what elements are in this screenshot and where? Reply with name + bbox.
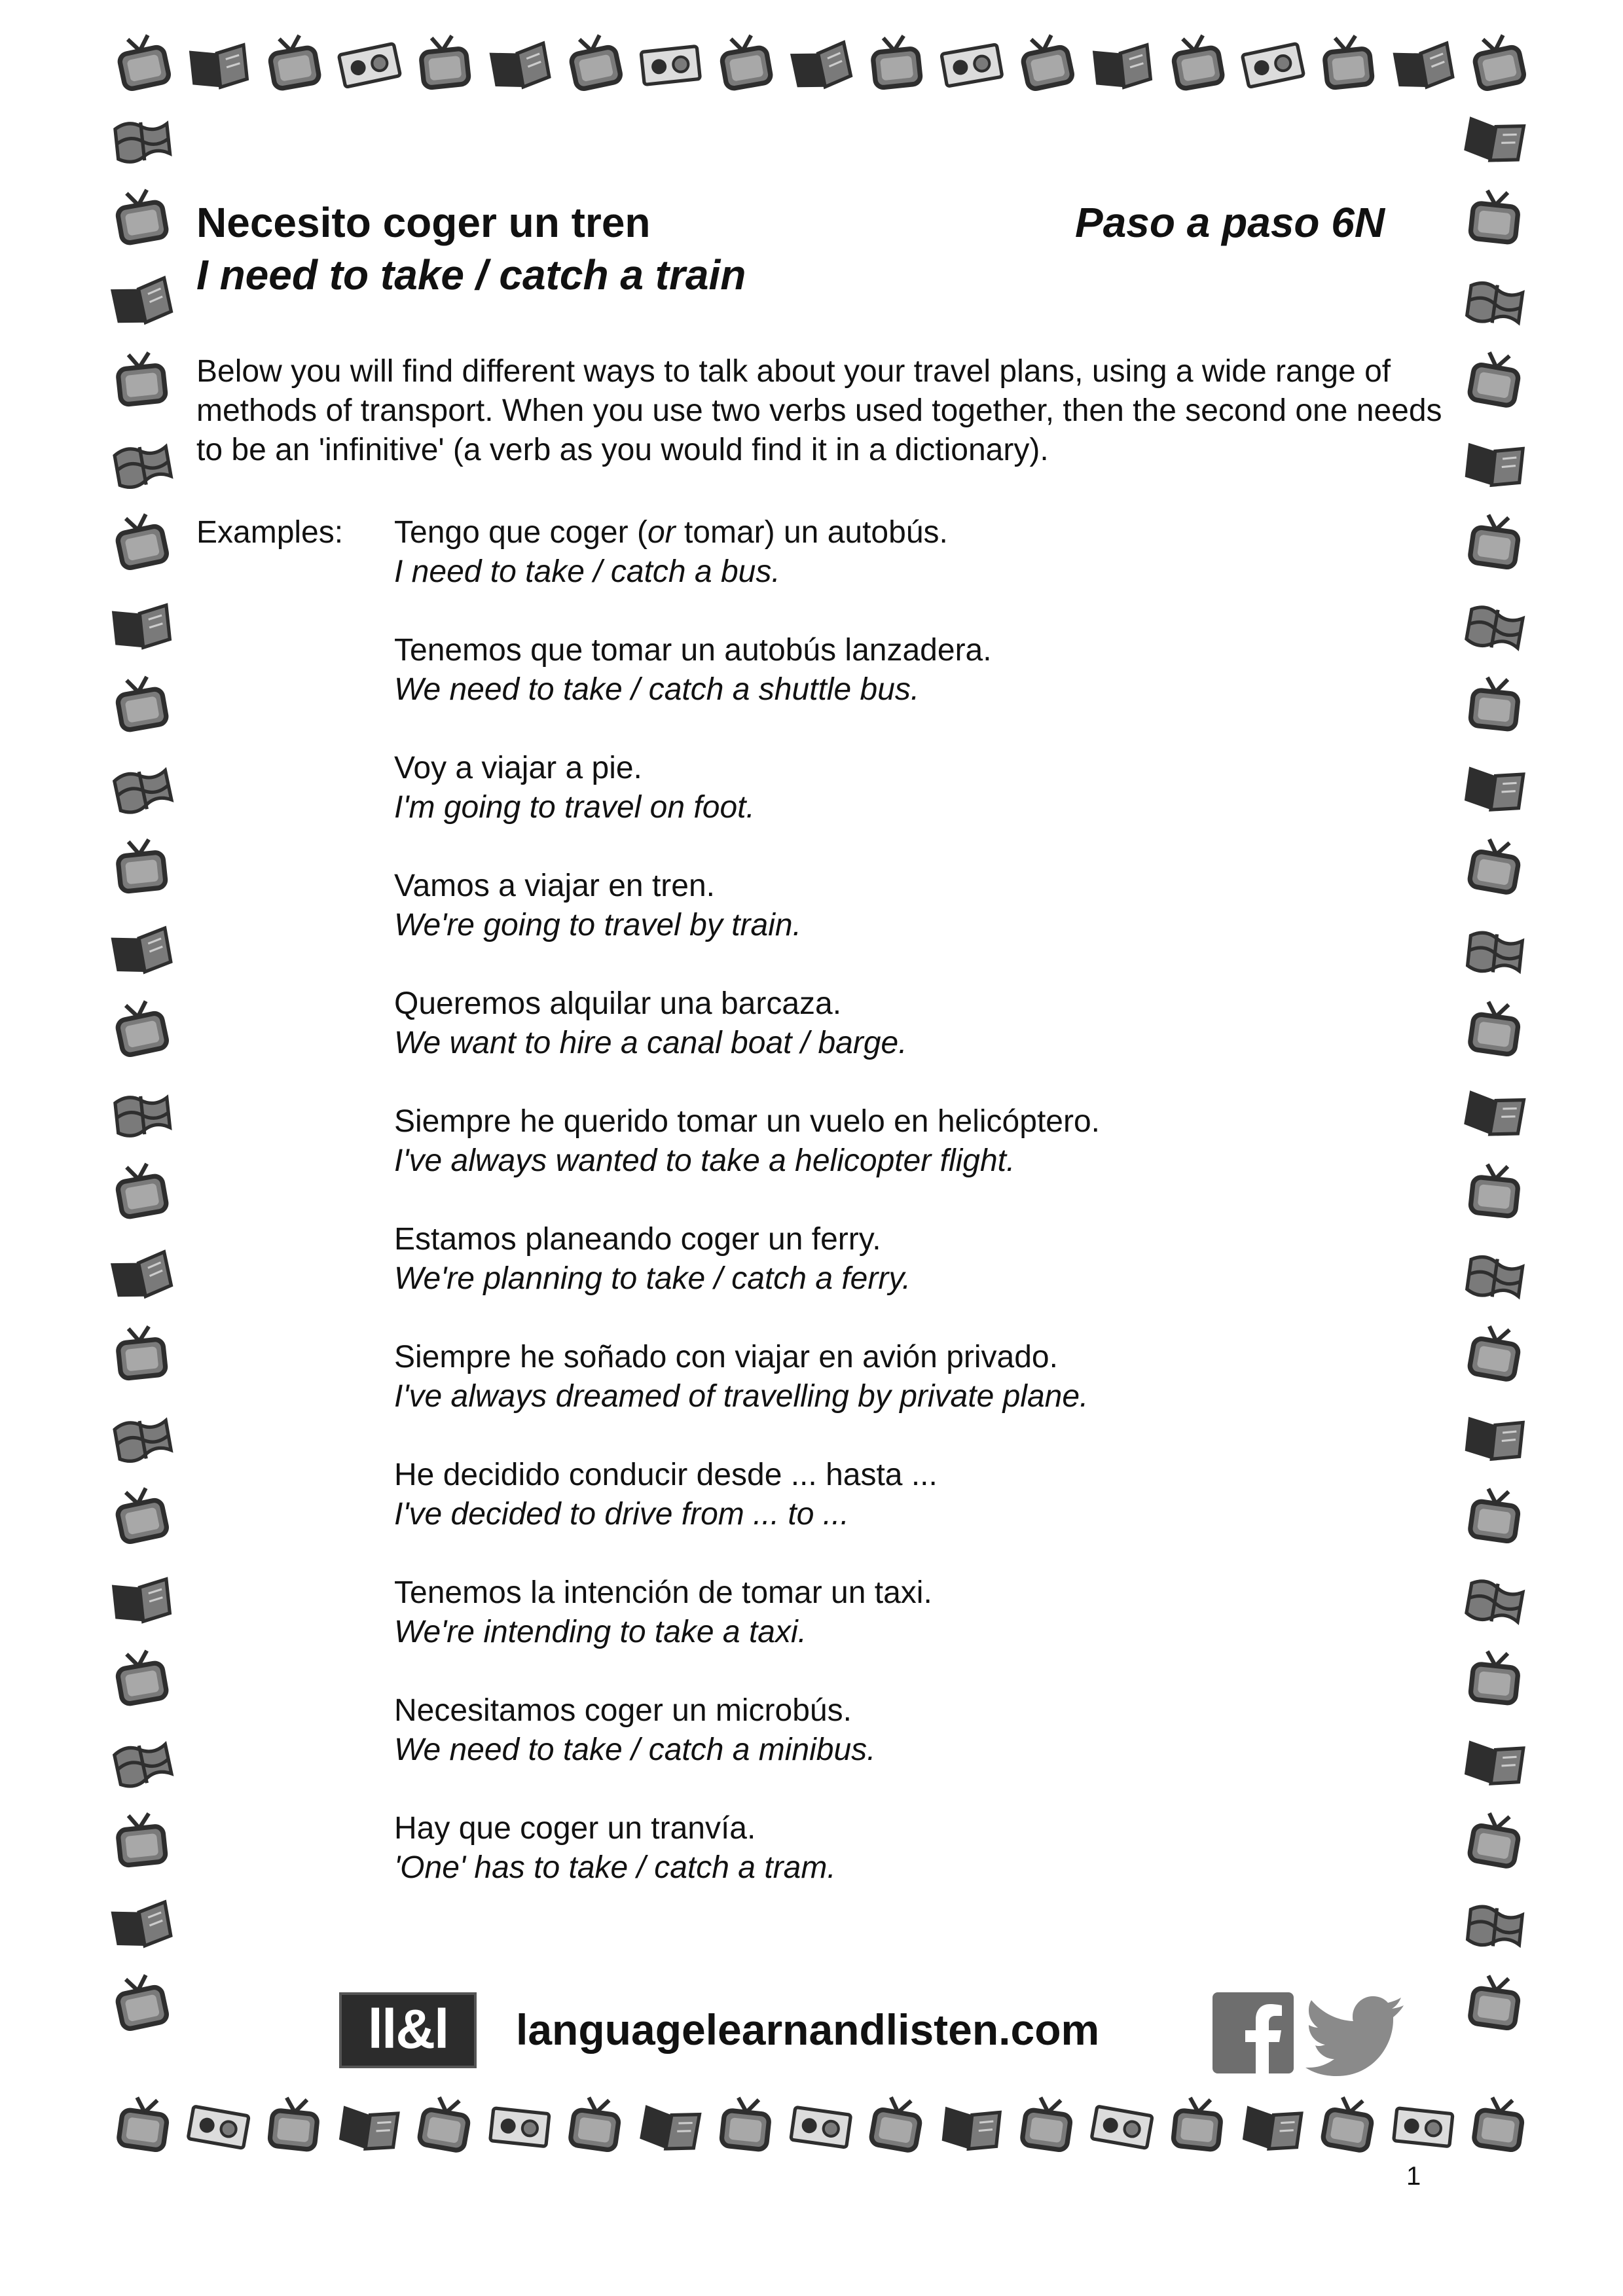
example-english: I need to take / catch a bus.	[394, 554, 780, 589]
example-item	[394, 1456, 1440, 1573]
tv-icon	[1457, 344, 1530, 417]
page-subtitle: I need to take / catch a train	[196, 251, 746, 298]
tv-icon	[1160, 27, 1233, 100]
tv-icon	[409, 29, 479, 99]
ticket-icon	[1235, 27, 1309, 101]
ticket-icon	[1388, 2091, 1457, 2161]
flag-icon	[1457, 588, 1530, 660]
example-spanish: He decidido conducir desde ... hasta ...	[394, 1458, 938, 1492]
tv-icon	[1459, 671, 1529, 740]
tv-icon	[106, 1807, 175, 1876]
example-item	[394, 1220, 1440, 1338]
book-icon	[333, 2090, 404, 2161]
flag-icon	[106, 1077, 175, 1146]
tv-icon	[710, 2091, 780, 2161]
ticket-icon	[785, 2090, 856, 2161]
tv-icon	[859, 2089, 932, 2162]
tv-icon	[1457, 1318, 1530, 1391]
example-spanish: Hay que coger un tranvía.	[394, 1811, 756, 1846]
ticket-icon	[635, 29, 704, 99]
flag-icon	[104, 425, 177, 498]
example-spanish: Voy a viajar a pie.	[394, 751, 642, 785]
tv-icon	[106, 1320, 175, 1390]
book-icon	[483, 27, 555, 100]
example-item	[394, 867, 1440, 984]
tv-icon	[1459, 1645, 1529, 1714]
example-english: We need to take / catch a shuttle bus.	[394, 672, 920, 707]
example-item	[394, 1338, 1440, 1456]
tv-icon	[104, 1156, 177, 1229]
flag-icon	[1459, 914, 1529, 984]
examples-label: Examples:	[196, 515, 344, 550]
tv-icon	[1459, 995, 1529, 1066]
tv-icon	[1459, 508, 1529, 579]
tv-icon	[107, 2090, 178, 2161]
example-item	[394, 631, 1440, 749]
tv-icon	[1457, 1805, 1530, 1878]
example-spanish: Queremos alquilar una barcaza.	[394, 986, 842, 1021]
book-icon	[103, 1236, 178, 1311]
tv-icon	[104, 182, 177, 255]
book-icon	[1457, 101, 1530, 173]
book-icon	[1386, 27, 1459, 100]
flag-icon	[103, 749, 178, 824]
tv-icon	[1461, 27, 1535, 101]
book-icon	[1087, 29, 1156, 99]
flag-icon	[1459, 1888, 1529, 1958]
tv-icon	[1463, 2090, 1533, 2161]
page-number: 1	[1406, 2162, 1421, 2191]
example-english: We're going to travel by train.	[394, 908, 801, 942]
example-english: I've decided to drive from ... to ...	[394, 1497, 849, 1532]
flag-icon	[103, 1723, 178, 1798]
example-english: I've always wanted to take a helicopter flight.	[394, 1143, 1015, 1178]
example-list	[394, 513, 1440, 1927]
tv-icon	[407, 2089, 480, 2162]
tv-icon	[257, 27, 329, 100]
tv-icon	[1009, 27, 1084, 101]
tv-icon	[1459, 1482, 1529, 1552]
example-spanish-emphasis: or	[647, 515, 676, 550]
example-spanish: Estamos planeando coger un ferry.	[394, 1222, 881, 1257]
book-icon	[633, 2089, 706, 2162]
website-link[interactable]: languagelearnandlisten.com	[516, 2005, 1100, 2054]
book-icon	[936, 2091, 1006, 2161]
tv-icon	[103, 993, 178, 1067]
tv-icon	[708, 27, 781, 100]
page-title: Necesito coger un tren	[196, 199, 651, 246]
example-spanish: Tenemos que tomar un autobús lanzadera.	[394, 633, 992, 668]
flag-icon	[104, 1399, 177, 1472]
book-icon	[783, 27, 858, 101]
book-icon	[1457, 1075, 1530, 1147]
tv-icon	[1311, 2089, 1383, 2162]
facebook-icon[interactable]	[1213, 1992, 1294, 2073]
tv-icon	[557, 27, 632, 101]
book-icon	[183, 29, 253, 99]
book-icon	[1237, 2090, 1307, 2161]
example-english: I've always dreamed of travelling by private plane.	[394, 1379, 1089, 1414]
example-item	[394, 513, 1440, 631]
tv-icon	[861, 29, 930, 99]
tv-icon	[105, 27, 180, 101]
book-icon	[1459, 1725, 1529, 1796]
tv-icon	[1162, 2091, 1231, 2161]
example-english: I'm going to travel on foot.	[394, 790, 755, 825]
lesson-code: Paso a paso 6N	[1075, 199, 1385, 246]
example-english: We're intending to take a taxi.	[394, 1615, 807, 1649]
example-spanish: Tengo que coger (or tomar) un autobús.	[394, 515, 948, 550]
tv-icon	[106, 346, 175, 416]
intro-paragraph: Below you will find different ways to talk about your travel plans, using a wide range of methods of transport. When you use two verbs used together, then the second one needs to be an 'infinitive' (a verb as you would find it in a dictionary).	[196, 354, 1442, 467]
tv-icon	[103, 506, 178, 581]
footer	[0, 1977, 1623, 2068]
flag-icon	[1457, 1562, 1530, 1634]
book-icon	[1459, 751, 1529, 822]
ticket-icon	[181, 2089, 254, 2162]
book-icon	[1459, 427, 1529, 497]
book-icon	[106, 1564, 175, 1633]
book-icon	[103, 262, 178, 337]
example-spanish: Tenemos la intención de tomar un taxi.	[394, 1575, 932, 1610]
twitter-icon[interactable]	[1305, 1995, 1409, 2076]
worksheet-content	[196, 196, 1440, 1927]
tv-icon	[1011, 2090, 1082, 2161]
example-english: We want to hire a canal boat / barge.	[394, 1026, 907, 1060]
ticket-icon	[331, 27, 406, 101]
tv-icon	[103, 1480, 178, 1554]
tv-icon	[104, 1643, 177, 1715]
example-item	[394, 749, 1440, 867]
example-spanish: Necesitamos coger un microbús.	[394, 1693, 852, 1728]
tv-icon	[1457, 831, 1530, 904]
book-icon	[104, 1886, 177, 1959]
example-spanish: Siempre he querido tomar un vuelo en helicóptero.	[394, 1104, 1100, 1139]
example-english: We need to take / catch a minibus.	[394, 1732, 876, 1767]
examples-section	[196, 513, 1440, 1927]
example-spanish: Vamos a viajar en tren.	[394, 869, 716, 903]
tv-icon	[259, 2091, 328, 2161]
title-row	[196, 196, 1440, 249]
book-icon	[106, 590, 175, 659]
tv-icon	[559, 2090, 630, 2161]
tv-icon	[1313, 29, 1382, 99]
ticket-icon	[934, 27, 1007, 100]
tv-icon	[1459, 1158, 1529, 1227]
flag-icon	[1459, 264, 1529, 335]
flag-icon	[106, 103, 175, 172]
ticket-icon	[1085, 2089, 1158, 2162]
example-item	[394, 1809, 1440, 1927]
ticket-icon	[484, 2091, 554, 2161]
example-english: 'One' has to take / catch a tram.	[394, 1850, 836, 1885]
example-english: We're planning to take / catch a ferry.	[394, 1261, 911, 1296]
example-item	[394, 1102, 1440, 1220]
tv-icon	[106, 833, 175, 903]
book-icon	[104, 912, 177, 985]
example-spanish: Siempre he soñado con viajar en avión privado.	[394, 1340, 1058, 1374]
book-icon	[1459, 1401, 1529, 1471]
tv-icon	[1459, 184, 1529, 253]
example-item	[394, 1573, 1440, 1691]
brand-logo: ll&l	[339, 1992, 477, 2068]
example-item	[394, 1691, 1440, 1809]
flag-icon	[1459, 1238, 1529, 1309]
example-item	[394, 984, 1440, 1102]
tv-icon	[104, 669, 177, 742]
